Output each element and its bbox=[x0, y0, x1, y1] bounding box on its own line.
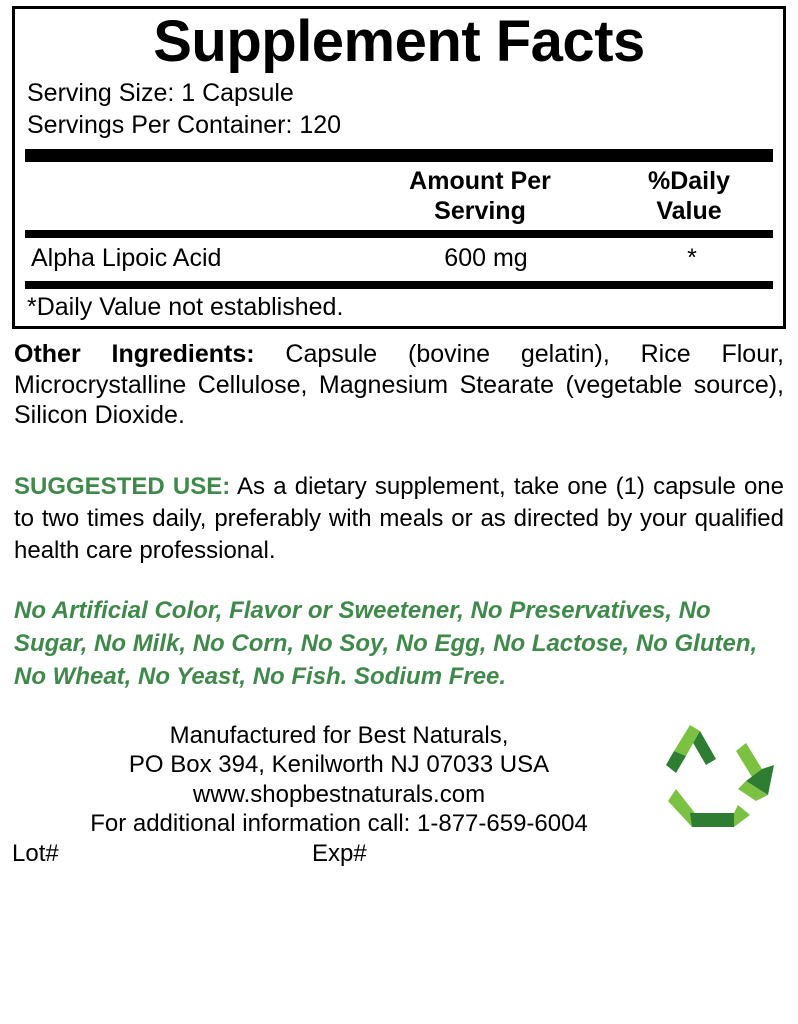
footer bbox=[10, 721, 788, 868]
page-title: Supplement Facts bbox=[153, 9, 645, 74]
address-line: PO Box 394, Kenilworth NJ 07033 USA bbox=[128, 751, 550, 779]
manufacturer-line: Manufactured for Best Naturals, bbox=[169, 722, 509, 749]
divider-medium bbox=[25, 230, 773, 238]
other-ingredients-label: Other Ingredients: bbox=[14, 340, 255, 368]
other-ingredients bbox=[14, 339, 784, 431]
suggested-use-text: As a dietary supplement, take one (1) capsule one to two times daily, preferably with meals or as directed by your qualified health care professional. bbox=[14, 472, 785, 565]
column-header-amount-line2: Serving bbox=[434, 197, 526, 225]
daily-value-footnote: *Daily Value not established. bbox=[27, 293, 344, 321]
nutrient-amount: 600 mg bbox=[444, 244, 528, 272]
lot-label: Lot# bbox=[12, 840, 59, 868]
servings-per-container: Servings Per Container: 120 bbox=[27, 111, 342, 139]
recycle-icon bbox=[662, 721, 782, 836]
lot-exp-row bbox=[10, 840, 788, 868]
serving-size: Serving Size: 1 Capsule bbox=[27, 79, 294, 107]
free-from-claims: No Artificial Color, Flavor or Sweetener, No Preservatives, No Sugar, No Milk, No Corn, No Soy, No Egg, No Lactose, No Gluten, No Wheat, No Yeast, No Fish. Sodium Free. bbox=[14, 596, 758, 690]
table-header-row bbox=[25, 162, 773, 230]
suggested-use bbox=[14, 471, 784, 568]
exp-label: Exp# bbox=[312, 840, 367, 868]
other-ingredients-text: Capsule (bovine gelatin), Rice Flour, Microcrystalline Cellulose, Magnesium Stearate (vegetable source), Silicon Dioxide. bbox=[14, 340, 784, 429]
supplement-facts-panel bbox=[12, 6, 786, 329]
phone-line: For additional information call: 1-877-659-6004 bbox=[90, 809, 588, 837]
column-header-dv-line2: Value bbox=[656, 197, 722, 225]
column-header-daily-value bbox=[605, 166, 773, 226]
column-header-amount-line1: Amount Per bbox=[409, 167, 551, 195]
nutrient-daily-value: * bbox=[687, 244, 697, 272]
nutrient-name: Alpha Lipoic Acid bbox=[31, 244, 222, 272]
column-header-dv-line1: %Daily bbox=[648, 167, 730, 195]
table-row bbox=[25, 238, 773, 281]
divider-thick-top bbox=[25, 149, 773, 162]
column-header-amount bbox=[355, 166, 605, 226]
divider-medium-bottom bbox=[25, 281, 773, 289]
suggested-use-label: SUGGESTED USE: bbox=[14, 472, 231, 500]
website-link[interactable]: www.shopbestnaturals.com bbox=[192, 780, 486, 808]
